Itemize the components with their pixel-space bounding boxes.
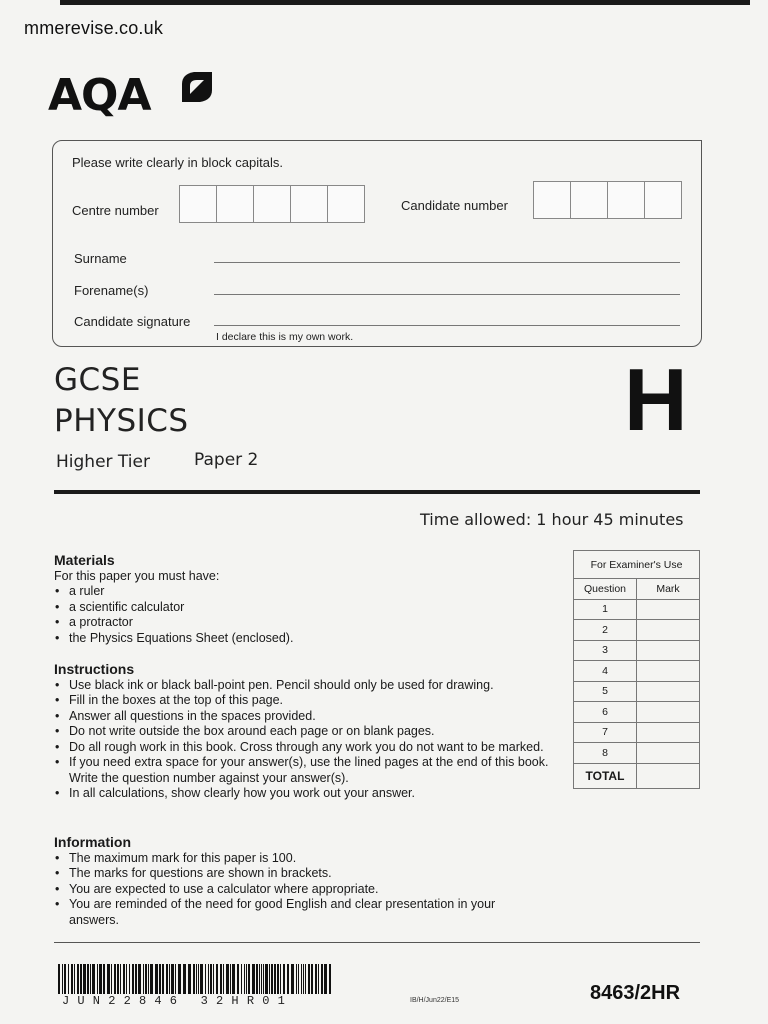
table-row — [574, 599, 700, 620]
examiner-use-table — [573, 550, 700, 789]
footer-rule — [54, 942, 700, 943]
list-item: • In all calculations, show clearly how you work out your answer. — [69, 786, 554, 802]
table-row — [574, 702, 700, 723]
materials-list — [54, 584, 564, 646]
tier-label: Higher Tier — [56, 452, 150, 472]
examiner-use-title: For Examiner's Use — [574, 551, 700, 579]
mark-cell — [637, 681, 700, 702]
materials-heading: Materials — [54, 552, 115, 568]
aqa-logo-text: AQA — [48, 70, 151, 121]
centre-digit-box[interactable] — [216, 185, 254, 223]
list-item: • The marks for questions are shown in brackets. — [69, 866, 534, 882]
list-item: • Fill in the boxes at the top of this page. — [69, 693, 554, 709]
instructions-section — [54, 662, 554, 802]
instructions-heading: Instructions — [54, 661, 135, 677]
top-edge-line — [60, 0, 750, 5]
list-item: • Use black ink or black ball-point pen. Pencil should only be used for drawing. — [69, 678, 554, 694]
candidate-digit-box[interactable] — [533, 181, 571, 219]
question-column-header: Question — [574, 579, 637, 600]
title-rule — [54, 490, 700, 494]
list-item: • Do not write outside the box around each page or on blank pages. — [69, 724, 554, 740]
centre-number-label: Centre number — [72, 203, 159, 218]
surname-label: Surname — [74, 251, 127, 266]
centre-digit-box[interactable] — [179, 185, 217, 223]
paper-code: 8463/2HR — [590, 982, 681, 1004]
materials-section — [54, 553, 564, 646]
forenames-field[interactable] — [214, 294, 680, 295]
forenames-label: Forename(s) — [74, 283, 149, 298]
centre-number-boxes[interactable] — [180, 185, 365, 223]
list-item: • If you need extra space for your answer(s), use the lined pages at the end of this book. Write the question number against your answer(s). — [69, 755, 554, 786]
candidate-digit-box[interactable] — [607, 181, 645, 219]
table-row — [574, 681, 700, 702]
candidate-digit-box[interactable] — [570, 181, 608, 219]
mark-cell — [637, 661, 700, 682]
candidate-digit-box[interactable] — [644, 181, 682, 219]
subject-title: PHYSICS — [54, 403, 189, 439]
total-label: TOTAL — [574, 763, 637, 788]
signature-field[interactable] — [214, 325, 680, 326]
question-number: 8 — [574, 743, 637, 764]
list-item: • You are reminded of the need for good English and clear presentation in your answers. — [69, 897, 534, 928]
mark-cell — [637, 722, 700, 743]
mark-cell — [637, 743, 700, 764]
candidate-number-boxes[interactable] — [534, 181, 682, 219]
list-item: • The maximum mark for this paper is 100. — [69, 851, 534, 867]
block-capitals-instruction: Please write clearly in block capitals. — [72, 155, 283, 170]
question-number: 4 — [574, 661, 637, 682]
centre-digit-box[interactable] — [327, 185, 365, 223]
question-number: 7 — [574, 722, 637, 743]
materials-intro: For this paper you must have: — [54, 568, 220, 583]
information-list — [54, 851, 534, 929]
list-item: • a scientific calculator — [69, 600, 564, 616]
centre-digit-box[interactable] — [253, 185, 291, 223]
time-allowed: Time allowed: 1 hour 45 minutes — [420, 510, 684, 529]
centre-digit-box[interactable] — [290, 185, 328, 223]
total-row — [574, 763, 700, 788]
mark-cell — [637, 599, 700, 620]
total-mark-cell — [637, 763, 700, 788]
question-number: 2 — [574, 620, 637, 641]
mark-cell — [637, 702, 700, 723]
qualification-title: GCSE — [54, 362, 141, 398]
table-row — [574, 640, 700, 661]
list-item: • Answer all questions in the spaces provided. — [69, 709, 554, 725]
mark-cell — [637, 640, 700, 661]
watermark: mmerevise.co.uk — [24, 18, 164, 38]
mark-column-header: Mark — [637, 579, 700, 600]
list-item: • a ruler — [69, 584, 564, 600]
list-item: • You are expected to use a calculator where appropriate. — [69, 882, 534, 898]
list-item: • a protractor — [69, 615, 564, 631]
barcode-icon — [58, 964, 334, 994]
reference-code: IB/H/Jun22/E15 — [410, 997, 460, 1004]
declaration-text: I declare this is my own work. — [216, 331, 354, 343]
instructions-list — [54, 678, 554, 802]
aqa-logo-mark-icon — [180, 70, 214, 104]
signature-label: Candidate signature — [74, 314, 191, 329]
table-row — [574, 661, 700, 682]
tier-letter: H — [624, 350, 688, 449]
aqa-logo — [48, 70, 218, 126]
information-section — [54, 835, 534, 928]
information-heading: Information — [54, 834, 131, 850]
question-number: 6 — [574, 702, 637, 723]
list-item: • Do all rough work in this book. Cross through any work you do not want to be marked. — [69, 740, 554, 756]
paper-label: Paper 2 — [194, 450, 259, 470]
question-number: 5 — [574, 681, 637, 702]
candidate-number-label: Candidate number — [401, 198, 508, 213]
barcode-text: JUN22846 32HR01 — [62, 994, 294, 1008]
question-number: 1 — [574, 599, 637, 620]
list-item: • the Physics Equations Sheet (enclosed). — [69, 631, 564, 647]
table-row — [574, 722, 700, 743]
mark-cell — [637, 620, 700, 641]
table-row — [574, 743, 700, 764]
table-row — [574, 620, 700, 641]
question-number: 3 — [574, 640, 637, 661]
surname-field[interactable] — [214, 262, 680, 263]
